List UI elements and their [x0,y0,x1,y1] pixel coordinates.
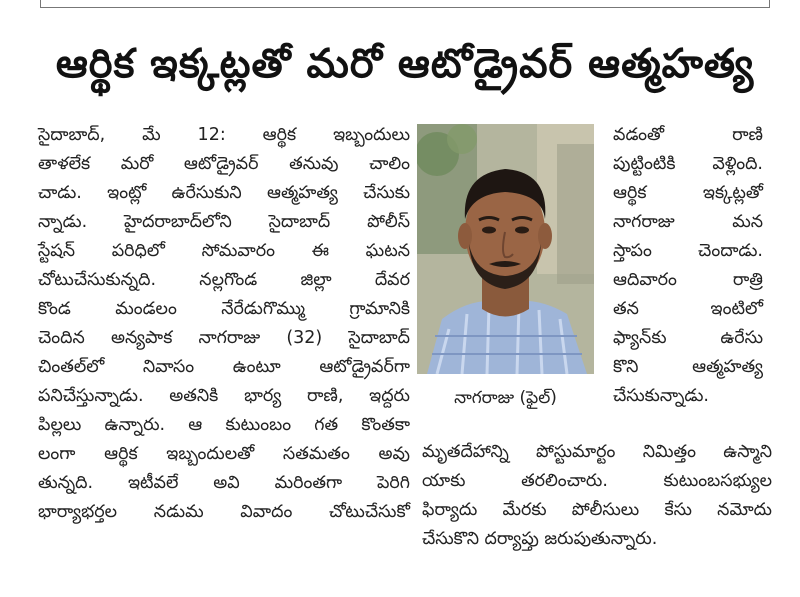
text-line: ఆదివారం రాత్రి [613,270,763,290]
text-line: చోటుచేసుకున్నది. నల్లగొండ జిల్లా దేవర [38,270,410,290]
photo-figure [417,124,594,422]
text-line: స్తాపం చెందాడు. [613,241,763,261]
text-line: ఆర్థిక ఇక్కట్లతో [613,183,763,203]
text-line: మృతదేహాన్ని పోస్టుమార్టం నిమిత్తం ఉస్మాని [422,442,772,462]
text-line: న్నాడు. హైదరాబాద్‌లోని సైదాబాద్ పోలీస్ [38,212,410,232]
text-line: చెందిన అన్యపాక నాగరాజు (32) సైదాబాద్ [38,328,410,348]
text-line: ఫ్యాన్‌కు ఉరేసు [613,328,763,348]
text-line: వడంతో రాణి [613,125,763,145]
top-border [40,0,770,8]
text-line: చాడు. ఇంట్లో ఉరేసుకుని ఆత్మహత్య చేసుకు [38,183,410,203]
text-line: నాగరాజు మన [613,212,763,232]
photo-caption: నాగరాజు (ఫైల్) [454,388,557,408]
text-line: స్టేషన్ పరిధిలో సోమవారం ఈ ఘటన [38,241,410,261]
text-line: పిల్లలు ఉన్నారు. ఆ కుటుంబం గత కొంతకా [38,415,410,435]
text-line: తన ఇంటిలో [613,299,763,319]
text-line: పుట్టింటికి వెళ్లింది. [613,154,763,174]
text-line: కొండ మండలం నేరేడుగొమ్ము గ్రామానికి [38,299,410,319]
text-line: తున్నది. ఇటీవలే అవి మరింతగా పెరిగి [38,473,410,493]
right-column-bottom [422,438,772,554]
text-line: కొని ఆత్మహత్య [613,357,763,377]
text-line: యాకు తరలించారు. కుటుంబసభ్యుల [422,471,772,491]
text-line: చేసుకున్నాడు. [613,386,709,406]
text-line: సైదాబాద్, మే 12: ఆర్థిక ఇబ్బందులు [38,125,410,145]
text-line: లంగా ఆర్థిక ఇబ్బందులతో సతమతం అవు [38,444,410,464]
text-line: ఫిర్యాదు మేరకు పోలీసులు కేసు నమోదు [422,500,772,520]
text-line: పనిచేస్తున్నాడు. అతనికి భార్య రాణి, ఇద్దరు [38,386,410,406]
portrait-photo [417,124,594,374]
headline: ఆర్థిక ఇక్కట్లతో మరో ఆటోడ్రైవర్ ఆత్మహత్య [55,41,755,87]
text-line: చింతల్‌లో నివాసం ఉంటూ ఆటోడ్రైవర్‌గా [38,357,410,377]
text-line: తాళలేక మరో ఆటోడ్రైవర్ తనువు చాలిం [38,154,410,174]
left-column [38,121,410,527]
text-line: చేసుకొని దర్యాప్తు జరుపుతున్నారు. [422,529,658,549]
right-column-top [613,121,763,411]
text-line: భార్యాభర్తల నడుమ వివాదం చోటుచేసుకో [38,502,410,522]
